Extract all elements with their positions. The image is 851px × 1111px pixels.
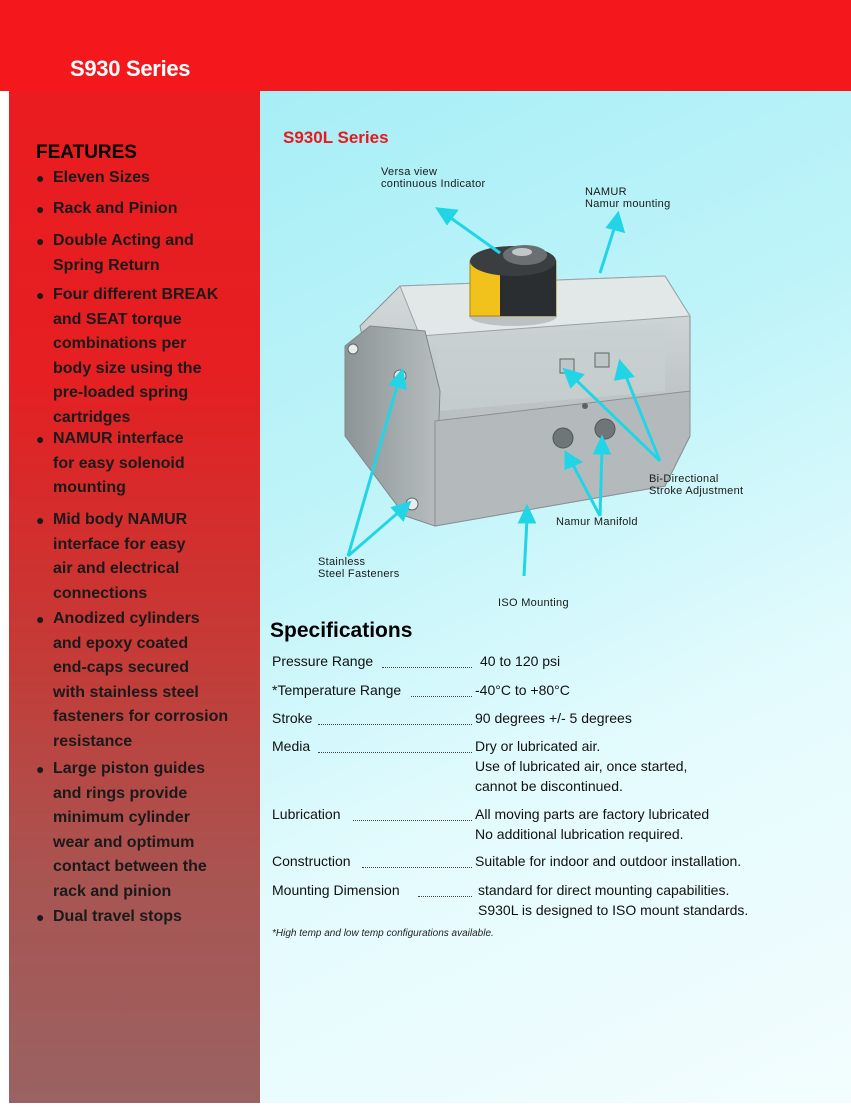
spec-label: *Temperature Range [272, 682, 402, 698]
feature-line: connections [53, 584, 148, 602]
callout-line: Versa view [381, 166, 438, 178]
callout-line: Steel Fasteners [318, 568, 400, 580]
spec-dots [362, 867, 472, 868]
feature-line: for easy solenoid [53, 454, 185, 472]
callout-line: Stainless [318, 556, 366, 568]
feature-line: pre-loaded spring [53, 384, 189, 401]
bullet-icon: ● [36, 287, 45, 303]
spec-value-line: Use of lubricated air, once started, [475, 758, 688, 774]
feature-line: resistance [53, 732, 133, 750]
spec-value-line: standard for direct mounting capabilities. [478, 882, 730, 898]
callout-line: Namur mounting [585, 198, 671, 210]
bullet-icon: ● [36, 761, 45, 777]
actuator-illustration [260, 91, 851, 621]
callout-namur-manifold [556, 516, 638, 528]
feature-line: contact between the [53, 858, 207, 875]
feature-line: Rack and Pinion [53, 200, 178, 217]
feature-line: Anodized cylinders [53, 610, 200, 627]
feature-line: cartridges [53, 408, 131, 426]
feature-item [36, 905, 182, 930]
callout-versa-view [381, 166, 485, 190]
bullet-icon: ● [36, 512, 45, 528]
spec-dots [411, 696, 472, 697]
port-hole [553, 428, 573, 448]
spec-dots [353, 820, 472, 821]
spec-dots [318, 724, 472, 725]
feature-line: with stainless steel [53, 683, 199, 701]
callout-line: Stroke Adjustment [649, 485, 744, 497]
feature-line: body size using the [53, 359, 202, 377]
feature-line: combinations per [53, 335, 187, 352]
bullet-icon: ● [36, 170, 45, 186]
feature-item [36, 757, 207, 904]
specifications-title: Specifications [270, 619, 413, 642]
spec-dots [318, 752, 472, 753]
port-hole [582, 403, 588, 409]
feature-item [36, 427, 185, 501]
bullet-icon: ● [36, 201, 45, 217]
spec-value [480, 651, 560, 671]
feature-line: Double Acting and [53, 232, 194, 249]
spec-value [475, 680, 570, 700]
spec-value-line: Suitable for indoor and outdoor installation. [475, 853, 742, 869]
spec-label: Lubrication [272, 806, 341, 822]
header-banner [0, 0, 851, 91]
callout-line: ISO Mounting [498, 597, 569, 609]
adjust-screw [595, 353, 609, 367]
callout-bi-directional [649, 473, 743, 497]
feature-line: Dual travel stops [53, 908, 182, 925]
spec-value-line: S930L is designed to ISO mount standards. [478, 902, 749, 918]
spec-dots [382, 667, 472, 668]
feature-line: end-caps secured [53, 659, 190, 676]
feature-item [36, 283, 218, 430]
spec-value [475, 736, 687, 796]
spec-value-line: 40 to 120 psi [480, 653, 561, 669]
callout-line: NAMUR [585, 186, 627, 198]
spec-value-line: cannot be discontinued. [475, 778, 623, 794]
bottom-margin [0, 1103, 851, 1111]
feature-line: rack and pinion [53, 882, 172, 900]
spec-label: Construction [272, 853, 351, 869]
callout-line: Namur Manifold [556, 516, 638, 528]
spec-value-line: Dry or lubricated air. [475, 738, 601, 754]
callout-stainless-fasteners [318, 556, 400, 580]
spec-value-line: All moving parts are factory lubricated [475, 806, 710, 822]
feature-line: Four different BREAK [53, 286, 219, 303]
feature-line: Eleven Sizes [53, 169, 150, 186]
feature-line: Mid body NAMUR [53, 511, 188, 528]
callout-namur [585, 186, 671, 210]
feature-line: fasteners for corrosion [53, 708, 229, 725]
feature-line: and epoxy coated [53, 634, 189, 652]
feature-line: and SEAT torque [53, 310, 182, 328]
feature-line: Spring Return [53, 256, 160, 274]
callout-line: Bi-Directional [649, 473, 719, 485]
callout-line: continuous Indicator [381, 178, 486, 190]
spec-value-line: -40°C to +80°C [475, 682, 570, 698]
feature-item [36, 197, 177, 222]
feature-line: minimum cylinder [53, 809, 190, 826]
feature-item [36, 166, 150, 191]
spec-value [478, 880, 748, 920]
spec-value-line: No additional lubrication required. [475, 826, 684, 842]
feature-line: NAMUR interface [53, 430, 184, 447]
page-title: S930 Series [70, 56, 191, 81]
feature-line: wear and optimum [53, 833, 195, 851]
feature-line: air and electrical [53, 560, 180, 577]
bullet-icon: ● [36, 611, 45, 627]
feature-line: mounting [53, 479, 126, 496]
spec-value [475, 851, 741, 871]
diagram-title: S930L Series [283, 128, 389, 147]
spec-label: Mounting Dimension [272, 882, 400, 898]
port-hole [595, 419, 615, 439]
features-title: FEATURES [36, 142, 137, 163]
spec-value [475, 804, 709, 844]
feature-item [36, 229, 194, 278]
footnote: *High temp and low temp configurations available. [272, 928, 494, 939]
spec-value-line: 90 degrees +/- 5 degrees [475, 710, 632, 726]
feature-line: and rings provide [53, 784, 188, 802]
spec-value [475, 708, 632, 728]
feature-line: Large piston guides [53, 760, 206, 777]
feature-item [36, 607, 228, 754]
fastener [348, 344, 358, 354]
bullet-icon: ● [36, 909, 45, 925]
callout-iso-mounting [498, 597, 569, 609]
spec-dots [418, 896, 472, 897]
bullet-icon: ● [36, 431, 45, 447]
spec-label: Media [272, 738, 311, 754]
feature-item [36, 508, 187, 606]
spec-label: Pressure Range [272, 653, 374, 669]
feature-line: interface for easy [53, 535, 186, 553]
spec-label: Stroke [272, 710, 313, 726]
bullet-icon: ● [36, 233, 45, 249]
